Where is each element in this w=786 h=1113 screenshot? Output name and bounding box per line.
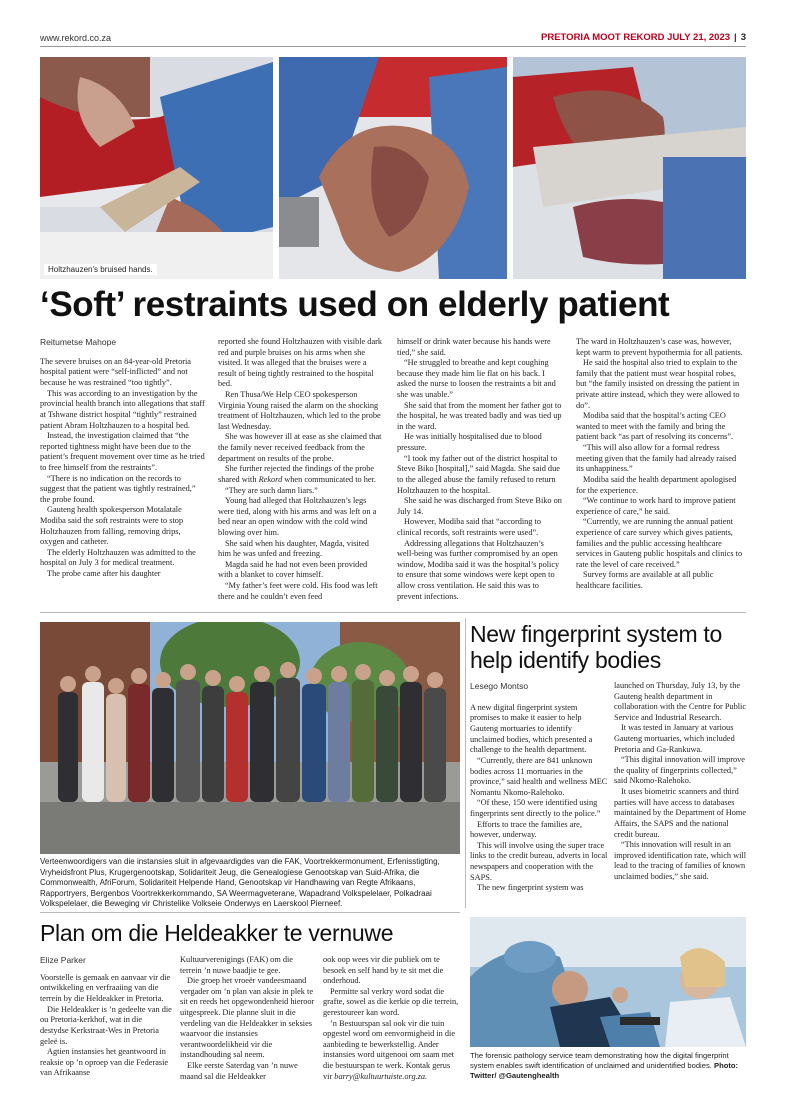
paragraph: Kultuurverenigings (FAK) om die terrein ’n nuwe baadjie te gee.: [180, 955, 293, 975]
article3-headline: Plan om die Heldeakker te vernuwe: [40, 920, 394, 946]
paragraph: Modiba said the health department apologised for the experience.: [576, 474, 737, 495]
paragraph: He was initially hospitalised due to blood pressure.: [397, 432, 542, 453]
paragraph: Ren Thusa/We Help CEO spokesperson Virginia Young raised the alarm on the shocking treatment of Holtzhauzen, which led to the probe last Wednesday.: [218, 390, 381, 431]
paragraph: [218, 464, 383, 485]
paragraph: Modiba said that the hospital’s acting CEO wanted to meet with the family and bring the patient back “as part of resolving its concerns”.: [576, 411, 734, 442]
article1-column-1: [40, 337, 205, 580]
paragraph: She was however ill at ease as she claimed that the family never received feedback from the department on results of the probe.: [218, 432, 382, 463]
paragraph: She said that from the moment her father got to the hospital, he was treated badly and was tied up in the ward.: [397, 400, 562, 431]
page-header: [541, 32, 746, 43]
article1-column-2: [218, 337, 383, 602]
paragraph: Instead, the investigation claimed that “the reported tightness might have been due to the patient’s frequent movement over time as he tried to free himself from the restraints”.: [40, 431, 205, 472]
paragraph: “Of these, 150 were identified using fingerprints sent directly to the police.”: [470, 798, 601, 818]
section-divider: [40, 612, 746, 613]
paragraph: He said the hospital also tried to explain to the family that the patient must wear hospital robes, but “the family insisted on dressing the patient in private attire instead, which they were allowed to do”.: [576, 358, 740, 410]
publication-dateline: PRETORIA MOOT REKORD JULY 21, 2023: [541, 32, 731, 43]
paragraph: Efforts to trace the families are, however, underway.: [470, 819, 582, 840]
paragraph: Magda said he had not even been provided with a blanket to cover himself.: [218, 559, 368, 580]
paragraph: “Currently, there are 841 unknown bodies across 11 mortuaries in the province,” said health and wellness MEC Nomantu Nkomo-Ralehoko.: [470, 755, 608, 797]
paragraph: “There is no indication on the records to suggest that the patient was tightly restrained,” the probe found.: [40, 473, 196, 504]
paragraph: It was tested in January at various Gauteng mortuaries, which included Pretoria and Ga-Rankuwa.: [614, 723, 735, 754]
paragraph-text: She further rejected the findings of the probe shared with: [218, 464, 375, 484]
paragraph: “He struggled to breathe and kept coughing because they made him lie flat on his back. I asked the nurse to loosen the restraints a bit and she was unable.”: [397, 358, 556, 400]
article-headline: ‘Soft’ restraints used on elderly patient: [40, 285, 670, 324]
column-divider: [465, 618, 466, 908]
paragraph: “I took my father out of the district hospital to Steve Biko [hospital],” said Magda. She said due to the alleged abuse the family refused to return Holtzhauzen to the hospital.: [397, 453, 560, 495]
paragraph: The elderly Holtzhauzen was admitted to the hospital on July 3 for medical treatment.: [40, 547, 196, 568]
photo-forensic-team: [470, 917, 746, 1047]
paragraph: A new digital fingerprint system promises to make it easier to help Gauteng mortuaries to identify unclaimed bodies, which presented a challenge to the health department.: [470, 702, 593, 755]
website-url: www.rekord.co.za: [40, 33, 112, 43]
group-photo-caption: Verteenwoordigers van die instansies sluit in afgevaardigdes van die FAK, Voortrekkermonument, Erfenisstigting, Vryheidsfront Plus, Krugergenootskap, Solidariteit Jeug, die Genealogiese Genootskap van Suid-Afrika, die Commonwealth, AfriForum, Solidariteit Helpende Hand, Genootskap vir Handhawing van Regte Afrikaans, Rapportryers, Bergenbos Voortrekkerkommando, SA Weermagveterane, Wapadrand Volkspelelaer, Polkadraai Volkspelelaer, die Beweging vir Christelike Volkseie Onderwys en Laerskool Pierneef.: [40, 857, 440, 909]
paragraph: Gauteng health spokesperson Motalatale Modiba said the soft restraints were to stop Holtzhauzen from falling, removing drips, oxygen and catheter.: [40, 505, 184, 547]
paragraph: The new fingerprint system was: [477, 883, 584, 893]
paragraph: The severe bruises on an 84-year-old Pretoria hospital patient were “self-inflicted” and not because he was restrained “too tightly”.: [40, 356, 191, 388]
article1-column-4: [576, 337, 746, 592]
page-number: 3: [740, 32, 746, 43]
paragraph: ook oop wees vir die publiek om te besoek en self hand by te sit met die onderhoud.: [323, 955, 444, 986]
article2-column-2: [614, 681, 748, 883]
paragraph: The probe came after his daughter: [47, 569, 161, 579]
paragraph: She said when his daughter, Magda, visited him he was unfed and freezing.: [218, 538, 369, 559]
article2-headline: New fingerprint system to help identify bodies: [470, 621, 722, 674]
paragraph: “This will also allow for a formal redress meeting given that the family had already raised its unhappiness.”: [576, 443, 737, 474]
paragraph: reported she found Holtzhauzen with visible dark red and purple bruises on his arms when she visited. It was alleged that the bruises were a result of being tightly restrained to the hospital bed.: [218, 337, 383, 389]
paragraph: The ward in Holtzhauzen’s case was, however, kept warm to prevent hypothermia for all patients.: [576, 337, 743, 357]
contact-email: barry@kultuurtuiste.org.za.: [334, 1071, 428, 1081]
paragraph: Die Heldeakker is ’n gedeelte van die ou Pretoria-kerkhof, wat in die destydse Kerkstraat-Wes in Pretoria geleë is.: [40, 1004, 172, 1046]
article2-byline: Lesego Montso: [470, 681, 529, 691]
article2-column-1: [470, 681, 608, 894]
paragraph: This was according to an investigation by the provincial health branch into allegations that staff at Tshwane district hospital “tightly” restrained patient Abram Holtzhauzen to a hospital bed.: [40, 388, 205, 430]
header-separator: |: [734, 32, 737, 43]
article3-byline: Elize Parker: [40, 955, 86, 965]
paragraph: This will involve using the super trace links to the credit bureau, adverts in local newspapers and cooperation with the SAPS.: [470, 840, 608, 882]
paragraph: Permitte sal verkry word sodat die grafte, sowel as die kerkie op die terrein, gerestoureer kan word.: [323, 986, 459, 1018]
photo-credit: Photo: Twitter/ @Gautenghealth: [470, 1060, 739, 1080]
paragraph: Addressing allegations that Holtzhauzen’s well-being was further compromised by an open window, Modiba said it was the hospital’s policy to ensure that some windows were kept open to allow cross ventilation. He said this was to prevent infections.: [397, 538, 560, 601]
article3-column-1: [40, 955, 172, 1079]
header-rule: [40, 46, 746, 47]
paragraph: It uses biometric scanners and third parties will have access to databases maintained by the Department of Home Affairs, the SAPS and the national credit bureau.: [614, 787, 747, 839]
caption-text: The forensic pathology service team demonstrating how the digital fingerprint system enables swift identification of unclaimed and unidentified bodies.: [470, 1051, 729, 1070]
paragraph: “My father’s feet were cold. His food was left there and he couldn’t even feed: [218, 581, 378, 601]
paragraph: Elke eerste Saterdag van ’n nuwe maand sal die Heldeakker: [180, 1061, 298, 1081]
paragraph: Agtien instansies het geantwoord in reaksie op ’n oproep van die Federasie van Afrikaanse: [40, 1047, 169, 1078]
publication-name: Rekord: [258, 474, 283, 484]
section-divider: [40, 912, 460, 913]
paragraph: Young had alleged that Holtzhauzen’s legs were tied, along with his arms and was left on a bed near an open window with the cold wind blowing over him.: [218, 496, 377, 537]
paragraph: She said he was discharged from Steve Biko on July 14.: [397, 496, 562, 516]
paragraph: “This digital innovation will improve the quality of fingerprints collected,” said Nkomo-Ralehoko.: [614, 755, 745, 786]
paragraph: [323, 1019, 461, 1083]
article1-column-3: [397, 337, 562, 602]
article3-column-2: [180, 955, 315, 1082]
paragraph: himself or drink water because his hands were tied,” she said.: [397, 337, 551, 357]
paragraph-text: ’n Bestuurspan sal ook vir die tuin opgestel word om eenvormigheid in die aanbieding te bewerkstellig. Ander instansies word uitgenooi om saam met die bestuurspan te werk. Kontak gerus vir: [323, 1018, 456, 1081]
photo-heldeakker-group: [40, 622, 460, 854]
paragraph: “This innovation will result in an improved identification rate, which will lead to the tracing of families of known unclaimed bodies,” she said.: [614, 840, 747, 881]
photo-bruised-hand: [279, 57, 507, 279]
photo-patient-in-bed: [40, 57, 273, 279]
article3-column-3: [323, 955, 461, 1082]
forensic-photo-caption: [470, 1051, 750, 1081]
paragraph: launched on Thursday, July 13, by the Gauteng health department in collaboration with the Centre for Public Service and Industrial Research.: [614, 681, 747, 722]
paragraph: “We continue to work hard to improve patient experience of care,” he said.: [576, 496, 736, 516]
paragraph: Voorstelle is gemaak en aanvaar vir die ontwikkeling en verfraaiing van die terrein by die Heldeakker in Pretoria.: [40, 972, 171, 1004]
paragraph-text: when communicated to her.: [282, 474, 376, 484]
paragraph: “Currently, we are running the annual patient experience of care survey which gives patients, families and the public accessing healthcare services in Gauteng public hospitals and clinics to rate the level of care received.”: [576, 517, 743, 569]
article1-byline: Reitumetse Mahope: [40, 337, 117, 347]
paragraph: “They are such damn liars.”: [225, 485, 318, 495]
top-photo-caption: Holtzhauzen's bruised hands.: [44, 264, 157, 275]
paragraph: Survey forms are available at all public healthcare facilities.: [576, 570, 714, 591]
photo-bruised-arm: [513, 57, 746, 279]
paragraph: Die groep het vroeër vandeesmaand vergader om ’n plan van aksie in plek te sit en reeds het opgewondenheid hieroor uitgespreek. Die planne sluit in die verdeling van die Heldeakker in seksies waarvoor die instansies verantwoordelikheid vir die instandhouding sal neem.: [180, 976, 315, 1060]
paragraph: However, Modiba said that “according to clinical records, soft restraints were used”.: [397, 517, 541, 537]
